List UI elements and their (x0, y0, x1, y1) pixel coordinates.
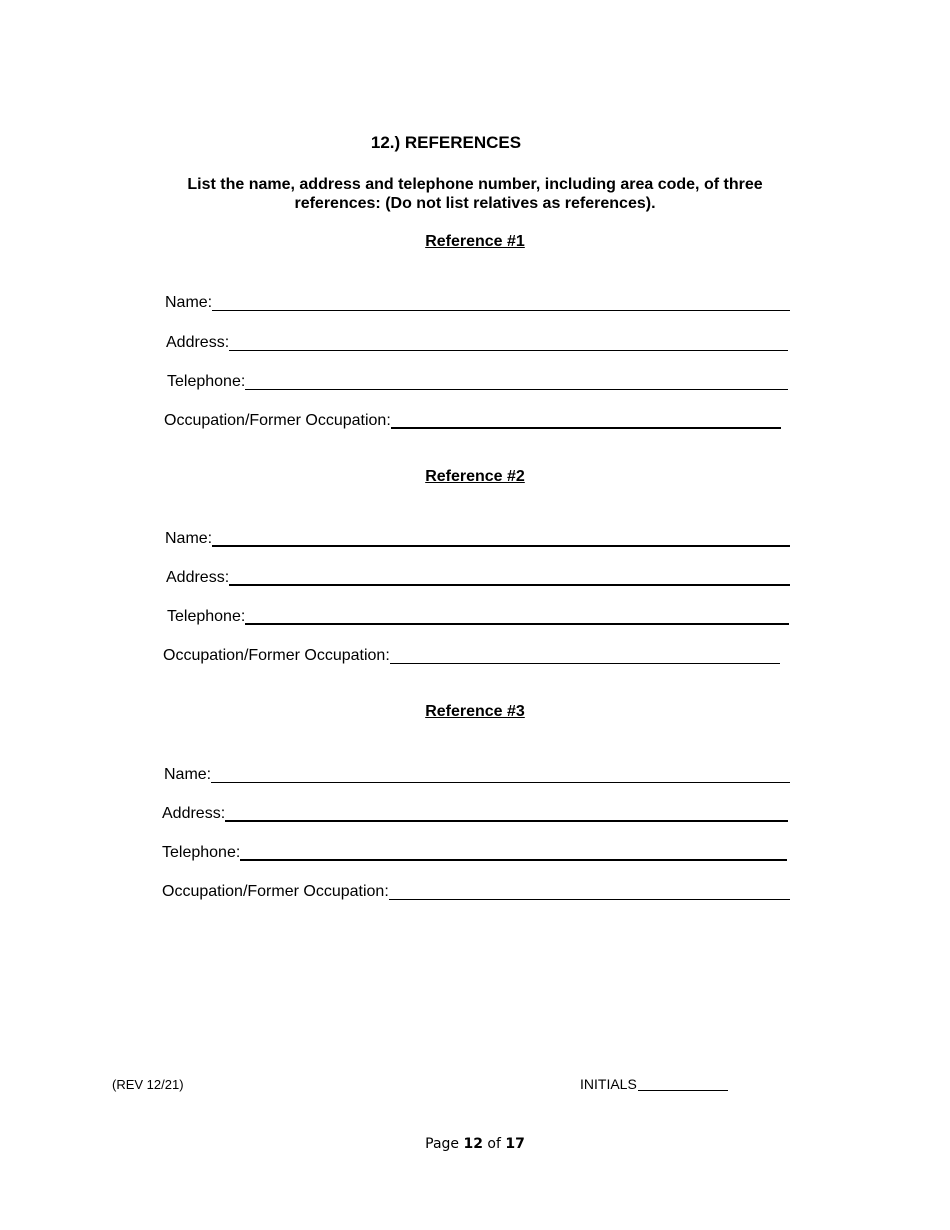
page-current: 12 (463, 1136, 483, 1152)
telephone-label: Telephone: (167, 373, 246, 390)
telephone-input-line[interactable] (240, 859, 787, 861)
reference-1-telephone-field[interactable] (167, 369, 788, 391)
telephone-input-line[interactable] (245, 623, 789, 625)
reference-2-name-field[interactable] (165, 526, 790, 548)
page-prefix: Page (425, 1136, 460, 1152)
occupation-label: Occupation/Former Occupation: (163, 647, 390, 664)
occupation-input-line[interactable] (391, 427, 781, 429)
occupation-input-line[interactable] (390, 663, 780, 664)
reference-1-heading: Reference #1 (425, 233, 525, 250)
initials-label: INITIALS (580, 1076, 637, 1092)
reference-3-telephone-field[interactable] (162, 840, 787, 862)
occupation-input-line[interactable] (389, 899, 790, 900)
address-input-line[interactable] (229, 584, 790, 586)
address-input-line[interactable] (229, 350, 788, 351)
address-label: Address: (166, 569, 230, 586)
reference-3-name-field[interactable] (164, 762, 790, 784)
page-number (0, 1136, 950, 1152)
telephone-label: Telephone: (162, 844, 241, 861)
reference-3-heading: Reference #3 (425, 703, 525, 720)
reference-2-occupation-field[interactable] (163, 643, 780, 665)
name-input-line[interactable] (212, 310, 790, 311)
name-input-line[interactable] (212, 545, 790, 547)
reference-2-heading: Reference #2 (425, 468, 525, 485)
telephone-input-line[interactable] (245, 389, 788, 390)
name-label: Name: (165, 530, 213, 547)
reference-1-name-field[interactable] (165, 290, 790, 312)
revision-label: (REV 12/21) (112, 1077, 184, 1092)
instructions-text: List the name, address and telephone number, including area code, of three references: (Do not list relatives as references). (187, 176, 763, 212)
reference-2-telephone-field[interactable] (167, 604, 789, 626)
address-label: Address: (162, 805, 226, 822)
address-input-line[interactable] (225, 820, 788, 822)
address-label: Address: (166, 334, 230, 351)
section-title: 12.) REFERENCES (370, 133, 522, 152)
name-label: Name: (165, 294, 213, 311)
initials-field[interactable] (580, 1076, 728, 1092)
occupation-label: Occupation/Former Occupation: (162, 883, 389, 900)
reference-3-occupation-field[interactable] (162, 879, 790, 901)
initials-input-line[interactable] (638, 1090, 728, 1091)
reference-3-address-field[interactable] (162, 801, 788, 823)
telephone-label: Telephone: (167, 608, 246, 625)
name-input-line[interactable] (211, 782, 790, 783)
reference-1-occupation-field[interactable] (164, 408, 781, 430)
reference-1-address-field[interactable] (166, 330, 788, 352)
name-label: Name: (164, 766, 212, 783)
occupation-label: Occupation/Former Occupation: (164, 412, 391, 429)
page-total: 17 (505, 1136, 525, 1152)
page-of: of (487, 1136, 501, 1152)
reference-2-address-field[interactable] (166, 565, 790, 587)
